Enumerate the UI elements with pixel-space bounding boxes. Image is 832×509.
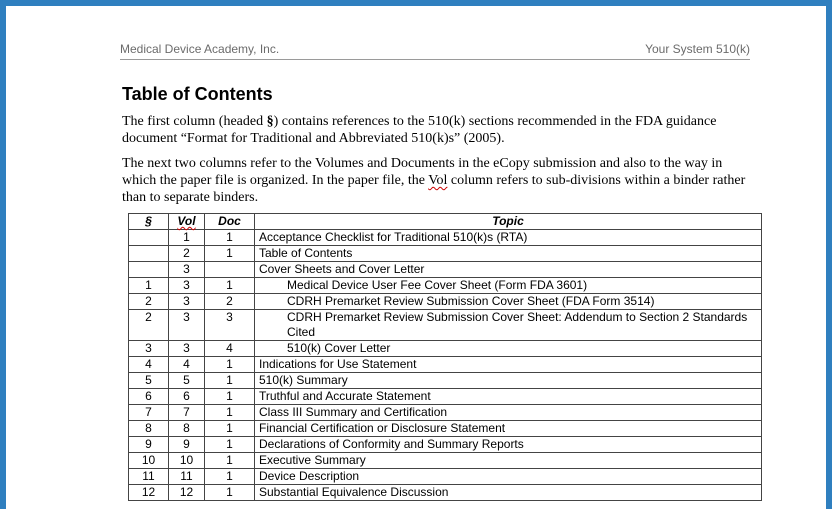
cell-doc: 1	[205, 453, 255, 469]
cell-doc: 1	[205, 421, 255, 437]
cell-topic: 510(k) Cover Letter	[255, 341, 762, 357]
col-header-vol: Vol	[169, 214, 205, 230]
cell-section: 5	[129, 373, 169, 389]
cell-doc: 1	[205, 405, 255, 421]
table-row	[129, 310, 762, 341]
toc-table	[128, 213, 762, 501]
cell-doc: 1	[205, 230, 255, 246]
p2-text-b: column refers to sub-divisions within a binder rather than to separate binders.	[122, 173, 746, 205]
cell-doc: 1	[205, 485, 255, 501]
cell-vol: 3	[169, 310, 205, 341]
cell-topic: Cover Sheets and Cover Letter	[255, 262, 762, 278]
col-header-topic: Topic	[255, 214, 762, 230]
cell-doc: 2	[205, 294, 255, 310]
intro-paragraph-1	[122, 113, 752, 147]
cell-topic: Device Description	[255, 469, 762, 485]
table-row	[129, 373, 762, 389]
header-rule	[120, 59, 750, 60]
cell-section: 6	[129, 389, 169, 405]
cell-vol: 7	[169, 405, 205, 421]
col-header-doc: Doc	[205, 214, 255, 230]
cell-vol: 3	[169, 294, 205, 310]
cell-vol: 9	[169, 437, 205, 453]
cell-vol: 3	[169, 341, 205, 357]
cell-topic: Class III Summary and Certification	[255, 405, 762, 421]
cell-vol: 11	[169, 469, 205, 485]
table-row	[129, 294, 762, 310]
cell-vol: 3	[169, 278, 205, 294]
cell-doc: 1	[205, 357, 255, 373]
toc-header-row	[129, 214, 762, 230]
cell-doc	[205, 262, 255, 278]
cell-section: 7	[129, 405, 169, 421]
cell-section: 4	[129, 357, 169, 373]
cell-vol: 1	[169, 230, 205, 246]
p2-text-a: The next two columns refer to the Volumes and Documents in the eCopy submission and also to the way in which the paper file is organized. In the paper file, the	[122, 156, 723, 188]
table-row	[129, 453, 762, 469]
cell-doc: 1	[205, 469, 255, 485]
cell-topic: 510(k) Summary	[255, 373, 762, 389]
cell-section	[129, 246, 169, 262]
table-row	[129, 278, 762, 294]
cell-topic: Substantial Equivalence Discussion	[255, 485, 762, 501]
cell-vol: 5	[169, 373, 205, 389]
table-row	[129, 357, 762, 373]
cell-doc: 4	[205, 341, 255, 357]
toc-body	[129, 230, 762, 501]
cell-vol: 4	[169, 357, 205, 373]
table-row	[129, 469, 762, 485]
cell-vol: 12	[169, 485, 205, 501]
p1-text-b: ) contains references to the 510(k) sections recommended in the FDA guidance document “Format for Traditional and Abbreviated 510(k)s” (2005).	[122, 114, 717, 146]
cell-section: 12	[129, 485, 169, 501]
cell-doc: 1	[205, 278, 255, 294]
col-header-section: §	[129, 214, 169, 230]
cell-doc: 1	[205, 373, 255, 389]
table-row	[129, 421, 762, 437]
intro-paragraph-2	[122, 155, 752, 206]
table-row	[129, 437, 762, 453]
cell-section: 2	[129, 310, 169, 341]
page-title: Table of Contents	[122, 84, 273, 104]
table-row	[129, 389, 762, 405]
cell-topic: CDRH Premarket Review Submission Cover Sheet (FDA Form 3514)	[255, 294, 762, 310]
cell-doc: 1	[205, 389, 255, 405]
table-row	[129, 341, 762, 357]
cell-topic: Declarations of Conformity and Summary Reports	[255, 437, 762, 453]
cell-topic: Financial Certification or Disclosure Statement	[255, 421, 762, 437]
table-row	[129, 405, 762, 421]
header-doc-title: Your System 510(k)	[645, 42, 750, 56]
cell-topic: Truthful and Accurate Statement	[255, 389, 762, 405]
cell-topic: Executive Summary	[255, 453, 762, 469]
cell-topic: Indications for Use Statement	[255, 357, 762, 373]
document-page	[6, 6, 826, 509]
cell-doc: 1	[205, 246, 255, 262]
header-company: Medical Device Academy, Inc.	[120, 42, 280, 56]
cell-vol: 10	[169, 453, 205, 469]
table-row	[129, 246, 762, 262]
cell-section: 9	[129, 437, 169, 453]
cell-doc: 1	[205, 437, 255, 453]
section-symbol: §	[266, 114, 274, 129]
cell-doc: 3	[205, 310, 255, 341]
table-row	[129, 230, 762, 246]
cell-topic: Medical Device User Fee Cover Sheet (Form FDA 3601)	[255, 278, 762, 294]
cell-vol: 8	[169, 421, 205, 437]
cell-section: 1	[129, 278, 169, 294]
cell-vol: 6	[169, 389, 205, 405]
p1-text-a: The first column (headed	[122, 114, 267, 129]
cell-section: 3	[129, 341, 169, 357]
cell-topic: Acceptance Checklist for Traditional 510(k)s (RTA)	[255, 230, 762, 246]
cell-vol: 2	[169, 246, 205, 262]
cell-section	[129, 230, 169, 246]
cell-section: 10	[129, 453, 169, 469]
cell-section: 11	[129, 469, 169, 485]
cell-section: 2	[129, 294, 169, 310]
vol-word: Vol	[428, 173, 448, 188]
table-row	[129, 485, 762, 501]
table-row	[129, 262, 762, 278]
cell-topic: CDRH Premarket Review Submission Cover Sheet: Addendum to Section 2 Standards Cited	[255, 310, 762, 341]
cell-topic: Table of Contents	[255, 246, 762, 262]
cell-vol: 3	[169, 262, 205, 278]
cell-section	[129, 262, 169, 278]
cell-section: 8	[129, 421, 169, 437]
